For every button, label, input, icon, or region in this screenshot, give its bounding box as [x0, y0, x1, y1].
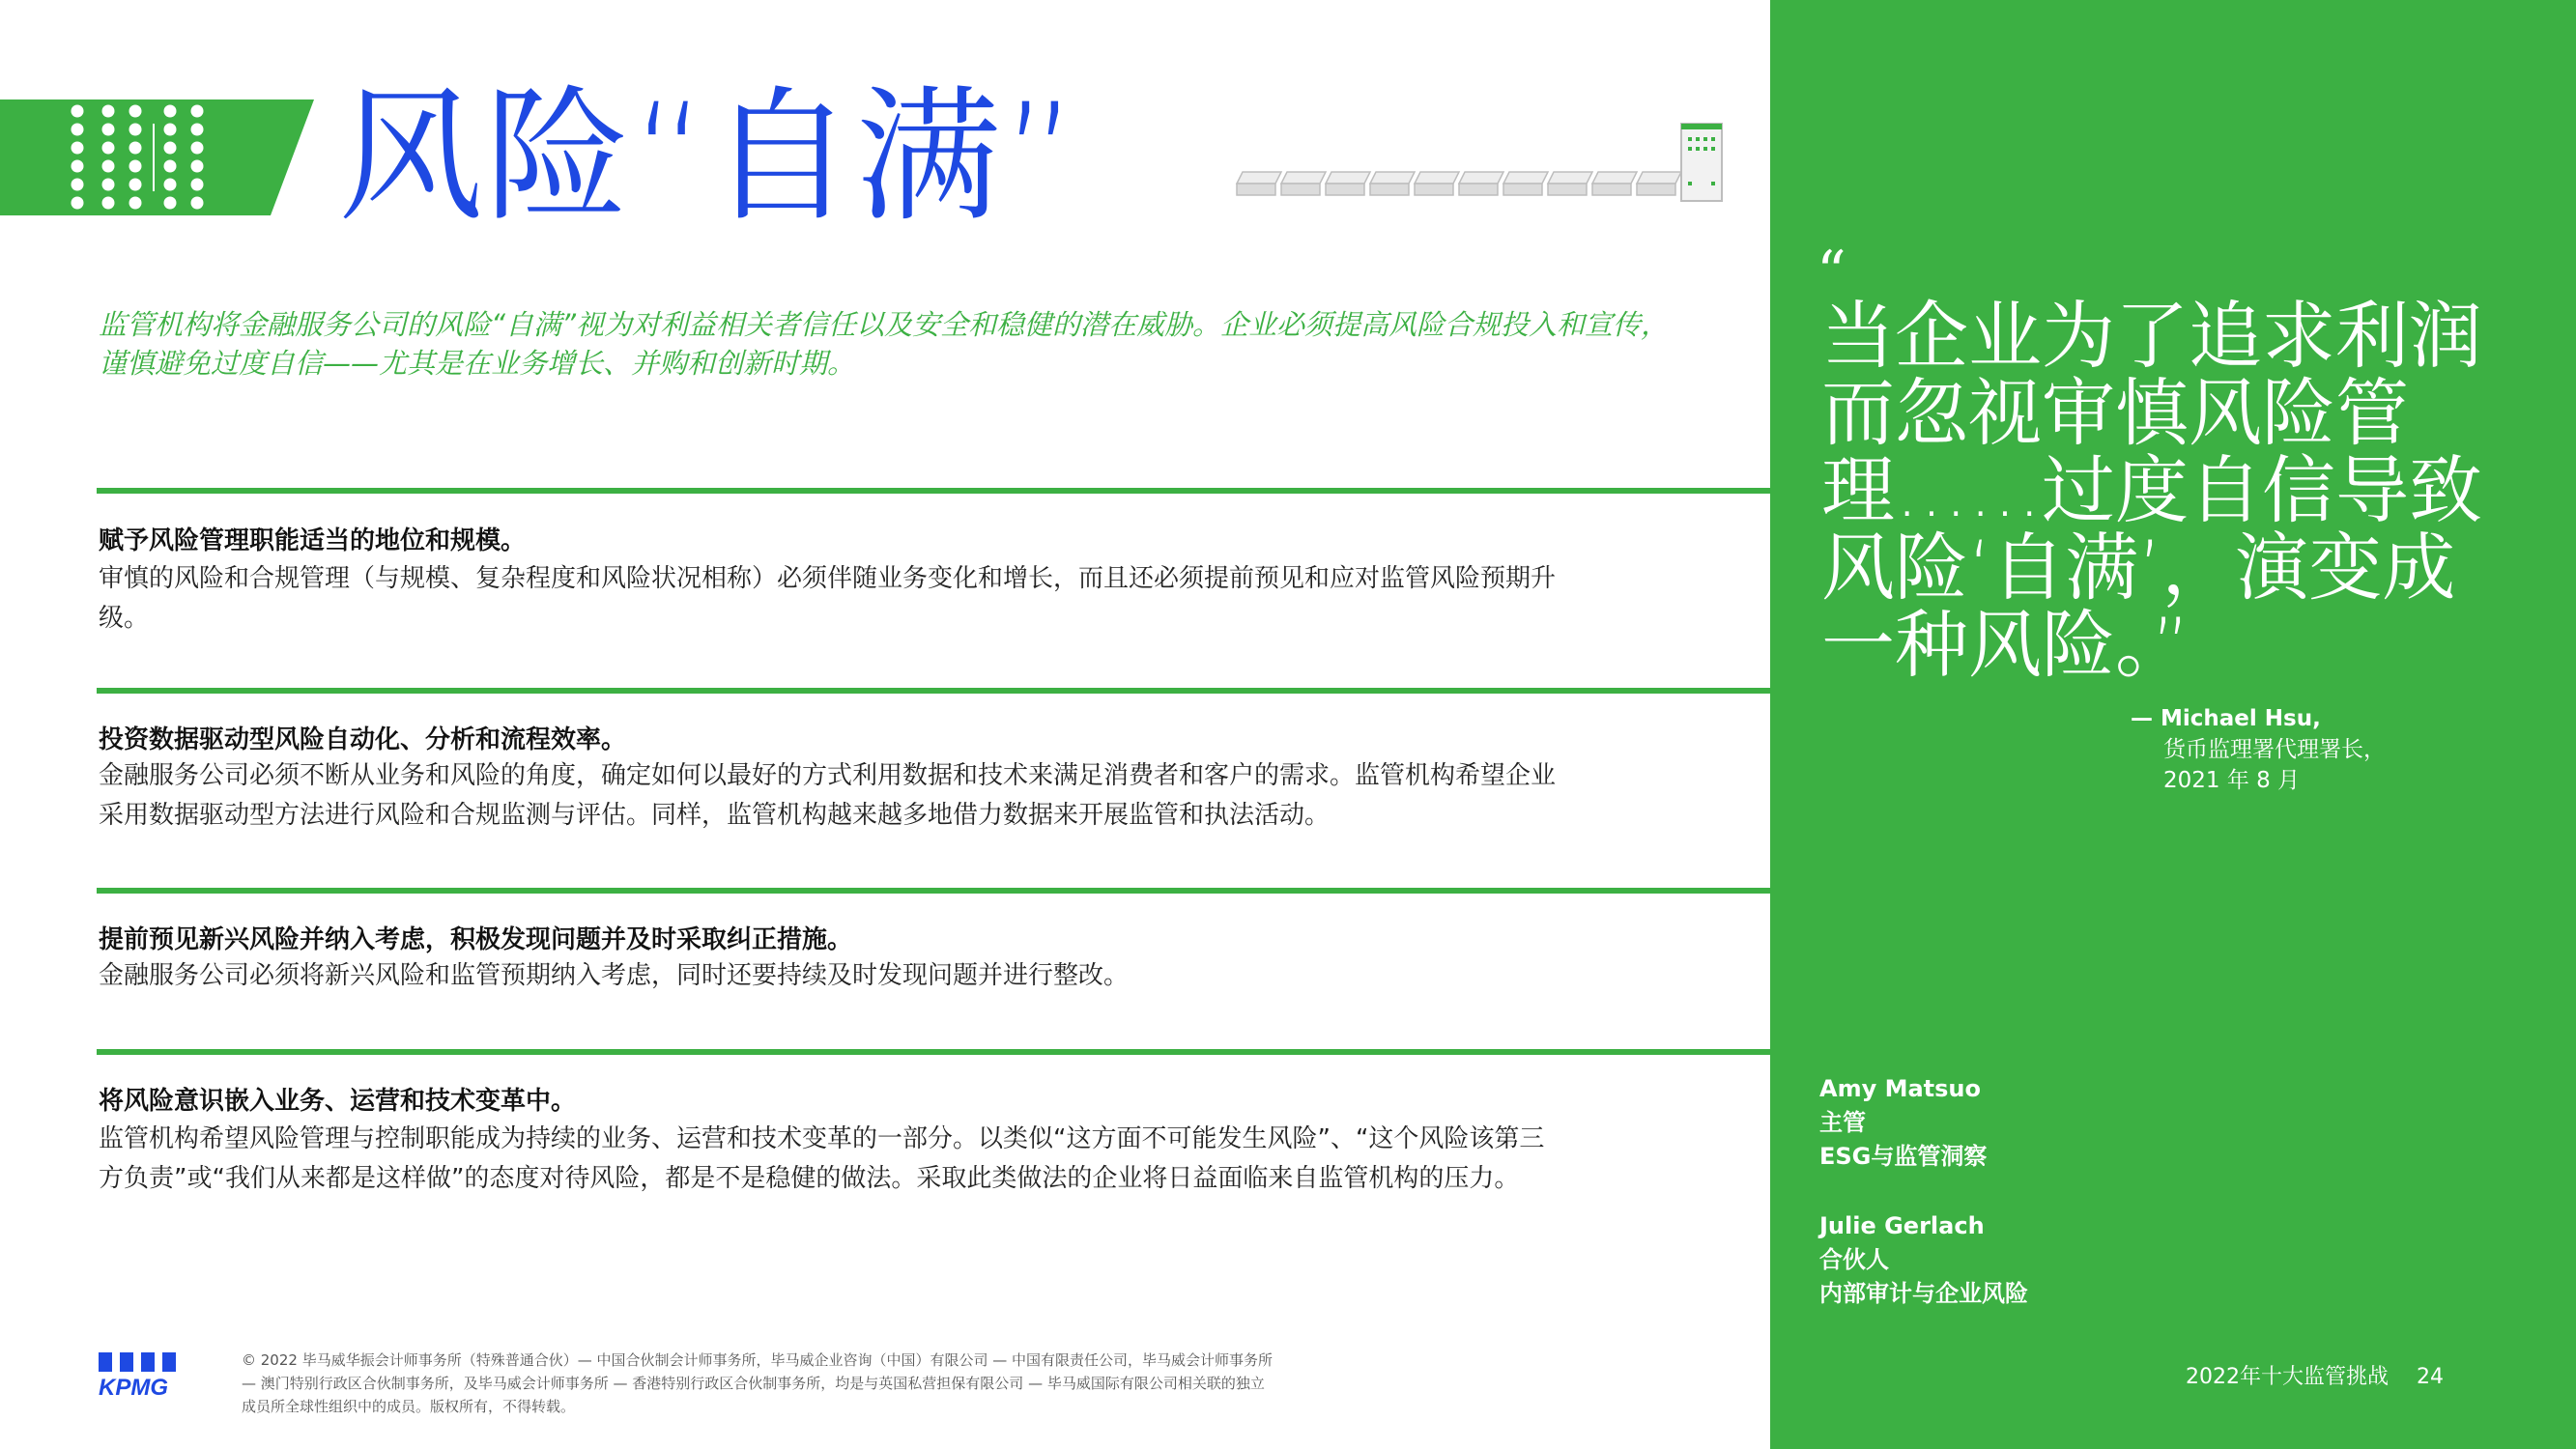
section-body: 金融服务公司必须将新兴风险和监管预期纳入考虑，同时还要持续及时发现问题并进行整改。 [99, 961, 1130, 990]
contact-name: Amy Matsuo [1819, 1075, 1981, 1102]
copyright-notice: © 2022 毕马威华振会计师事务所（特殊普通合伙）— 中国合伙制会计师事务所，毕马威企业咨询（中国）有限公司 — 中国有限责任公司，毕马威会计师事务所 — 澳门特别行政区合伙制事务所，及毕马威会计师事务所 — 香港特别行政区合伙制事务所，均是与英国私营担保有限公司 — 毕马威国际有限公司相关联的独立成员所全球性组织中的成员。版权所有，不得转载。 [242, 1351, 1274, 1415]
section-title: 投资数据驱动型风险自动化、分析和流程效率。 [99, 725, 627, 754]
pull-quote: 当企业为了追求利润而忽视审慎风险管理……过度自信导致风险‘自满’，演变成一种风险。” [1821, 293, 2482, 688]
contact-card [1819, 1209, 2283, 1311]
quote-attribution [2131, 703, 2440, 796]
contact-dept: ESG与监管洞察 [1819, 1143, 1988, 1170]
quote-open-mark: “ [1817, 239, 1846, 306]
attribution-name: — Michael Hsu, [2131, 706, 2321, 731]
section-body: 金融服务公司必须不断从业务和风险的角度，确定如何以最好的方式利用数据和技术来满足消费者和客户的需求。监管机构希望企业采用数据驱动型方法进行风险和合规监测与评估。同样，监管机构越来越多地借力数据来开展监管和执法活动。 [99, 761, 1557, 830]
section-body: 审慎的风险和合规管理（与规模、复杂程度和风险状况相称）必须伴随业务变化和增长，而且还必须提前预见和应对监管风险预期升级。 [99, 564, 1557, 633]
section-divider [97, 1049, 1770, 1055]
contact-card [1819, 1072, 2283, 1174]
svg-text:KPMG: KPMG [99, 1375, 168, 1399]
kpmg-logo [97, 1350, 203, 1399]
section-title: 赋予风险管理职能适当的地位和规模。 [99, 526, 527, 555]
section-divider [97, 688, 1770, 694]
section-body: 监管机构希望风险管理与控制职能成为持续的业务、运营和技术变革的一部分。以类似“这方面不可能发生风险”、“这个风险该第三方负责”或“我们从来都是这样做”的态度对待风险，都是不是稳健的做法。采取此类做法的企业将日益面临来自监管机构的压力。 [99, 1124, 1545, 1193]
server-tiles-illustration [1232, 116, 1734, 213]
section-title: 提前预见新兴风险并纳入考虑，积极发现问题并及时采取纠正措施。 [99, 925, 853, 954]
contact-name: Julie Gerlach [1819, 1212, 1985, 1239]
contact-role: 主管 [1819, 1109, 1866, 1136]
footer-page-info [2186, 1363, 2444, 1392]
section-divider [97, 488, 1770, 494]
section-divider [97, 888, 1770, 894]
intro-text: 监管机构将金融服务公司的风险“自满”视为对利益相关者信任以及安全和稳健的潜在威胁。企业必须提高风险合规投入和宣传，谨慎避免过度自信——尤其是在业务增长、并购和创新时期。 [99, 308, 1670, 380]
page-title: 风险“自满” [338, 73, 1080, 242]
report-title: 2022年十大监管挑战 [2186, 1365, 2389, 1389]
attribution-role: 货币监理署代理署长，2021 年 8 月 [2163, 737, 2386, 793]
contact-dept: 内部审计与企业风险 [1819, 1280, 2028, 1307]
section-title: 将风险意识嵌入业务、运营和技术变革中。 [99, 1087, 577, 1116]
header-band-graphic [0, 99, 314, 215]
contact-role: 合伙人 [1819, 1246, 1889, 1273]
page-number: 24 [2417, 1365, 2444, 1389]
